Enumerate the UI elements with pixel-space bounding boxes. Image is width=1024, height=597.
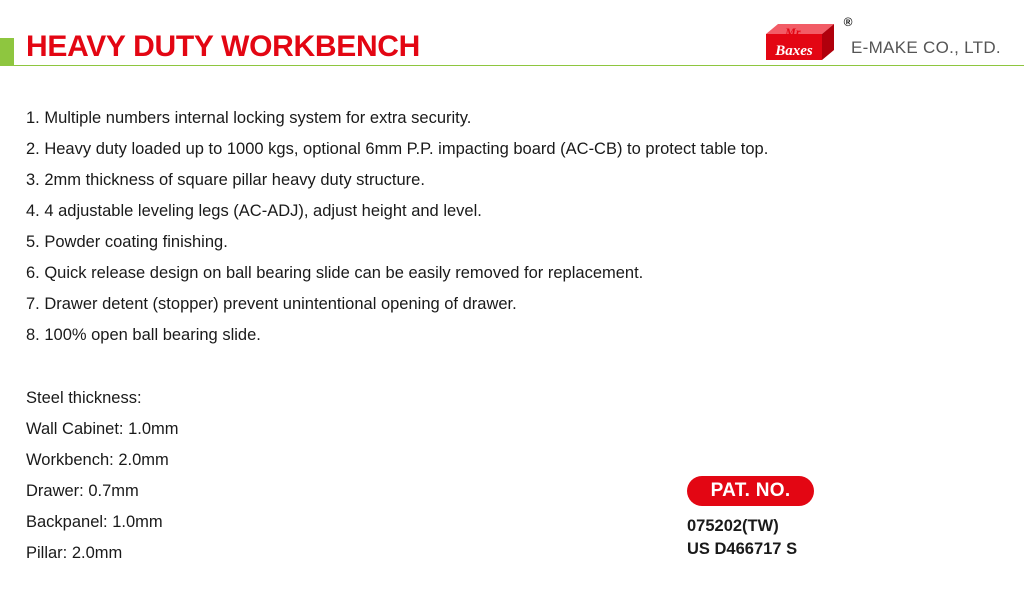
patent-number: 075202(TW) [687, 517, 779, 535]
logo-baxes: Baxes [775, 43, 813, 59]
company-name: E-MAKE CO., LTD. [851, 38, 1001, 57]
patent-number: US D466717 S [687, 540, 798, 558]
feature-list [26, 103, 768, 351]
steel-thickness-item: Drawer: 0.7mm [26, 482, 139, 500]
steel-thickness-item: Pillar: 2.0mm [26, 544, 123, 562]
steel-thickness-item: Backpanel: 1.0mm [26, 513, 163, 531]
steel-thickness-section [26, 383, 179, 569]
page-title: HEAVY DUTY WORKBENCH [26, 30, 421, 63]
mr-baxes-logo [764, 14, 856, 62]
registered-mark: ® [843, 15, 853, 29]
feature-item: 6. Quick release design on ball bearing slide can be easily removed for replacement. [26, 264, 644, 282]
patent-badge: PAT. NO. [687, 476, 814, 506]
feature-item: 7. Drawer detent (stopper) prevent unintentional opening of drawer. [26, 295, 517, 313]
logo-mr: Mr. [785, 25, 803, 39]
feature-item: 3. 2mm thickness of square pillar heavy duty structure. [26, 171, 425, 189]
feature-item: 4. 4 adjustable leveling legs (AC-ADJ), adjust height and level. [26, 202, 482, 220]
feature-item: 1. Multiple numbers internal locking system for extra security. [26, 109, 472, 127]
steel-thickness-item: Workbench: 2.0mm [26, 451, 169, 469]
feature-item: 8. 100% open ball bearing slide. [26, 326, 261, 344]
steel-thickness-item: Wall Cabinet: 1.0mm [26, 420, 179, 438]
feature-item: 2. Heavy duty loaded up to 1000 kgs, optional 6mm P.P. impacting board (AC-CB) to protect table top. [26, 140, 769, 158]
accent-bar [0, 38, 14, 66]
header-divider [0, 65, 1024, 66]
patent-numbers [687, 515, 797, 561]
feature-item: 5. Powder coating finishing. [26, 233, 228, 251]
steel-thickness-heading: Steel thickness: [26, 389, 142, 407]
